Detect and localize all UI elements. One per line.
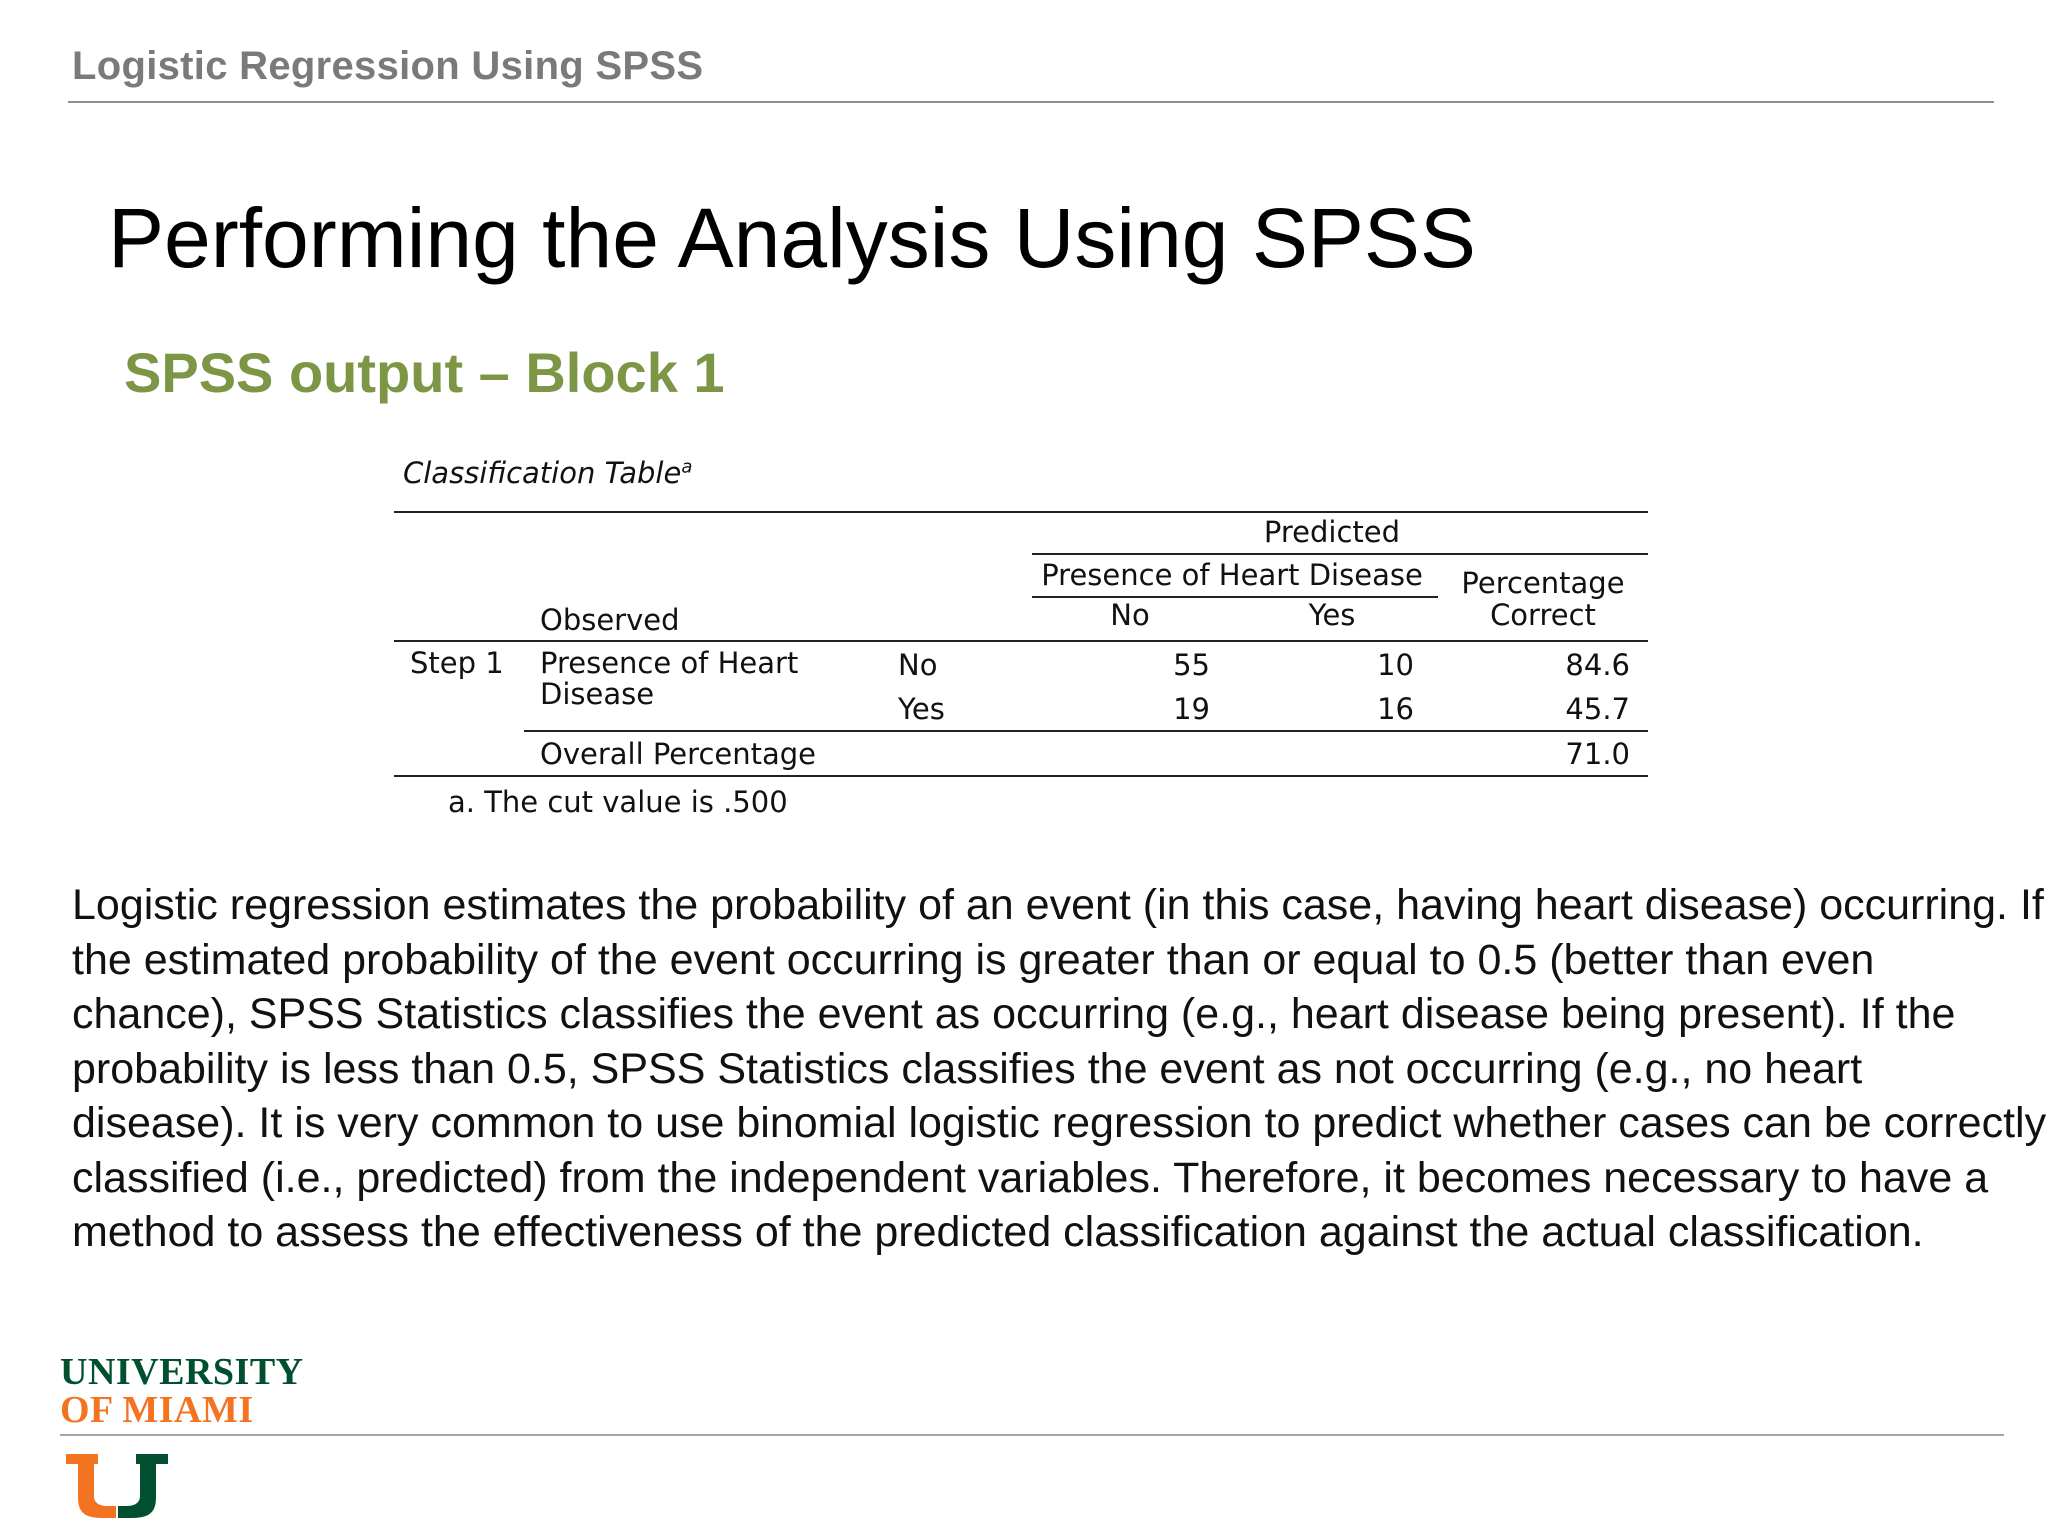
cell-yes-yes: 16: [1377, 692, 1414, 726]
overall-rule: [524, 730, 1648, 732]
overall-percentage-label: Overall Percentage: [540, 737, 816, 771]
column-header-correct: Correct: [1490, 598, 1596, 632]
body-top-rule: [394, 640, 1648, 642]
predicted-rule: [1032, 553, 1648, 555]
footer-divider: [60, 1434, 2004, 1436]
variable-label-line1: Presence of Heart: [540, 646, 799, 680]
table-bottom-rule: [394, 775, 1648, 777]
table-caption-footnote-mark: a: [681, 456, 693, 478]
header-divider: [68, 101, 1994, 103]
column-header-percentage: Percentage: [1461, 566, 1625, 600]
cell-no-pct: 84.6: [1565, 648, 1630, 682]
table-caption: [403, 456, 692, 490]
observed-header: Observed: [540, 603, 680, 637]
logo-text-of-miami: OF MIAMI: [60, 1389, 254, 1431]
cell-yes-pct: 45.7: [1565, 692, 1630, 726]
slide-title: Performing the Analysis Using SPSS: [108, 191, 1476, 285]
overall-percentage-value: 71.0: [1565, 737, 1630, 771]
column-header-no: No: [1110, 598, 1150, 632]
table-caption-text: Classification Table: [403, 456, 682, 490]
u-logo-icon: [62, 1450, 172, 1518]
predicted-header: Predicted: [1263, 515, 1401, 549]
group-header: Presence of Heart Disease: [1041, 558, 1423, 592]
row-label-no: No: [898, 648, 938, 682]
cell-no-yes: 10: [1377, 648, 1414, 682]
logo-text-university: UNIVERSITY: [60, 1351, 304, 1393]
row-label-yes: Yes: [898, 692, 945, 726]
table-top-rule: [394, 511, 1648, 513]
header-title: Logistic Regression Using SPSS: [72, 44, 704, 88]
column-header-yes: Yes: [1308, 598, 1356, 632]
cell-no-no: 55: [1173, 648, 1210, 682]
slide-subtitle: SPSS output – Block 1: [124, 341, 725, 404]
variable-label-line2: Disease: [540, 677, 655, 711]
step-label: Step 1: [410, 646, 504, 680]
table-footnote: a. The cut value is .500: [448, 785, 788, 819]
cell-yes-no: 19: [1173, 692, 1210, 726]
body-paragraph: Logistic regression estimates the probability of an event (in this case, having heart disease) occurring. If the estimated probability of the event occurring is greater than or equal to 0.5 (better than even chance), SPSS Statistics classifies the event as occurring (e.g., heart disease being present). If the probability is less than 0.5, SPSS Statistics classifies the event as not occurring (e.g., no heart disease). It is very common to use binomial logistic regression to predict whether cases can be correctly classified (i.e., predicted) from the independent variables. Therefore, it becomes necessary to have a method to assess the effectiveness of the predicted classification against the actual classification.: [72, 881, 2047, 1256]
